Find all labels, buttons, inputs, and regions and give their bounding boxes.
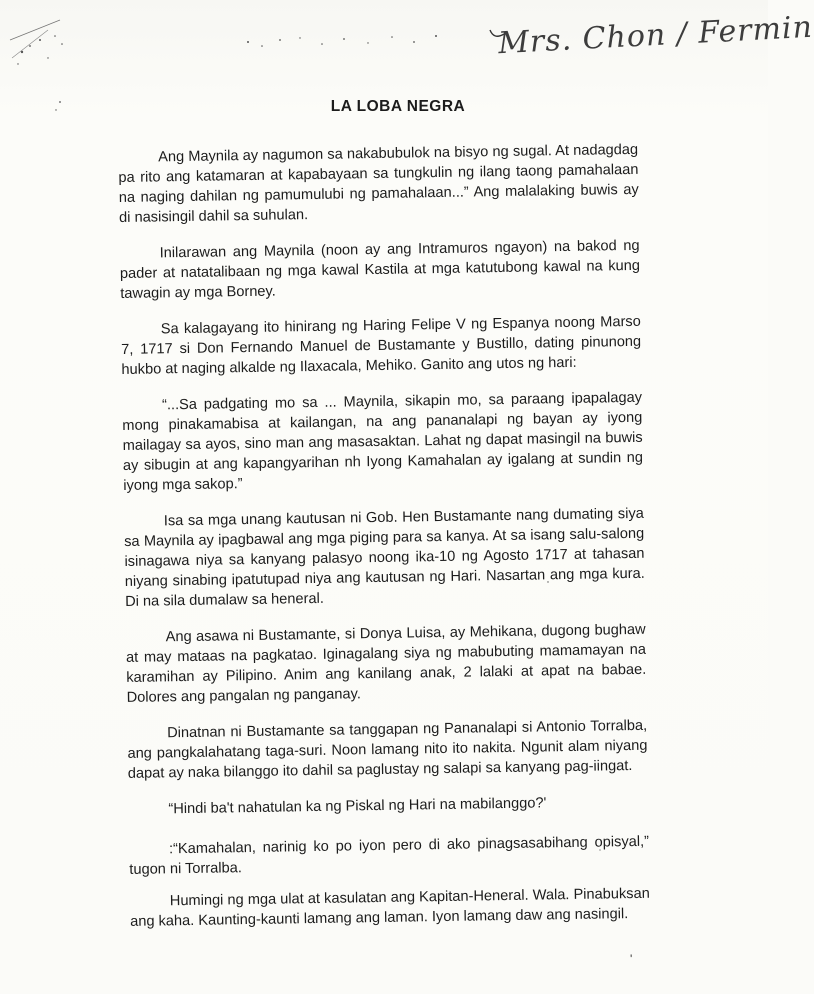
paragraph: Dinatnan ni Bustamante sa tanggapan ng Pananalapi si Antonio Torralba, ang pangkalahatang taga-suri. Noon lamang nito ito nakita. Ngunit alam niyang dapat ay naka bilanggo ito dahil sa paglustay ng salapi sa kanyang pag-iingat. bbox=[127, 717, 648, 782]
document-body bbox=[118, 140, 651, 948]
paragraph: Ang asawa ni Bustamante, si Donya Luisa, ay Mehikana, dugong bughaw at may mataas na pagkatao. Iginagalang siya ng mabubuting mamamayan na karamihan ay Pilipino. Anim ang kanilang anak, 2 lalaki at apat na babae. Dolores ang pangalan ng panganay. bbox=[125, 621, 647, 706]
paragraph: Ang Maynila ay nagumon sa nakabubulok na bisyo ng sugal. At nadagdag pa rito ang katamaran at kapabayaan sa tungkulin ng ilang taong pamahalaan na naging dahilan ng pamumulubi ng pamahalaan...” Ang malalaking buwis ay di nasisingil dahil sa suhulan. bbox=[118, 141, 639, 226]
paragraph: Isa sa mga unang kautusan ni Gob. Hen Bustamante nang dumating siya sa Maynila ay ipagbawal ang mga piging para sa kanya. At sa isang salu-salong isinagawa niya sa kanyang palasyo noong ika-10 ng Agosto 1717 at tahasan niyang sinabing ipatutupad niya ang kautusan ng Hari. Nasartan ang mga kura. Di na sila dumalaw sa heneral. bbox=[124, 505, 645, 610]
paragraph: Humingi ng mga ulat at kasulatan ang Kapitan-Heneral. Wala. Pinabuksan ang kaha. Kaunting-kaunti lamang ang laman. Iyon lamang daw ang nasingil. bbox=[130, 885, 650, 930]
handwritten-annotation: Mrs. Chon / Fermin bbox=[497, 9, 814, 62]
dialogue-line: “Hindi ba't nahatulan ka ng Piskal ng Hari na mabilanggo?' bbox=[168, 795, 547, 818]
paragraph: Inilarawan ang Maynila (noon ay ang Intramuros ngayon) na bakod ng pader at natatalibaan ng mga kawal Kastila at mga katutubong kawal na kung tawagin ay mga Borney. bbox=[119, 237, 641, 302]
paragraph: Sa kalagayang ito hinirang ng Haring Felipe V ng Espanya noong Marso 7, 1717 si Don Fernando Manuel de Bustamante y Bustillo, dating pinunong hukbo at naging alkalde ng Ilaxacala, Mehiko. Ganito ang utos ng hari: bbox=[121, 313, 642, 378]
quoted-paragraph: “...Sa padgating mo sa ... Maynila, sikapin mo, sa paraang ipapalagay mong pinakamabisa at kailangan, na ang pananalapi ng bayan ay iyong mailagay sa ayos, sino man ang masasaktan. Lahat ng dapat masingil na buwis ay sibugin at ang kapangyarihan nh Iyong Kamahalan ay igalang at sundin ng iyong mga sakop.” bbox=[122, 389, 644, 494]
page-mark: ' bbox=[630, 952, 633, 966]
dialogue-line: :“Kamahalan, narinig ko po iyon pero di ako pinagsasabihang opisyal,” tugon ni Torralba. bbox=[129, 833, 650, 878]
document-title: LA LOBA NEGRA bbox=[330, 98, 466, 115]
